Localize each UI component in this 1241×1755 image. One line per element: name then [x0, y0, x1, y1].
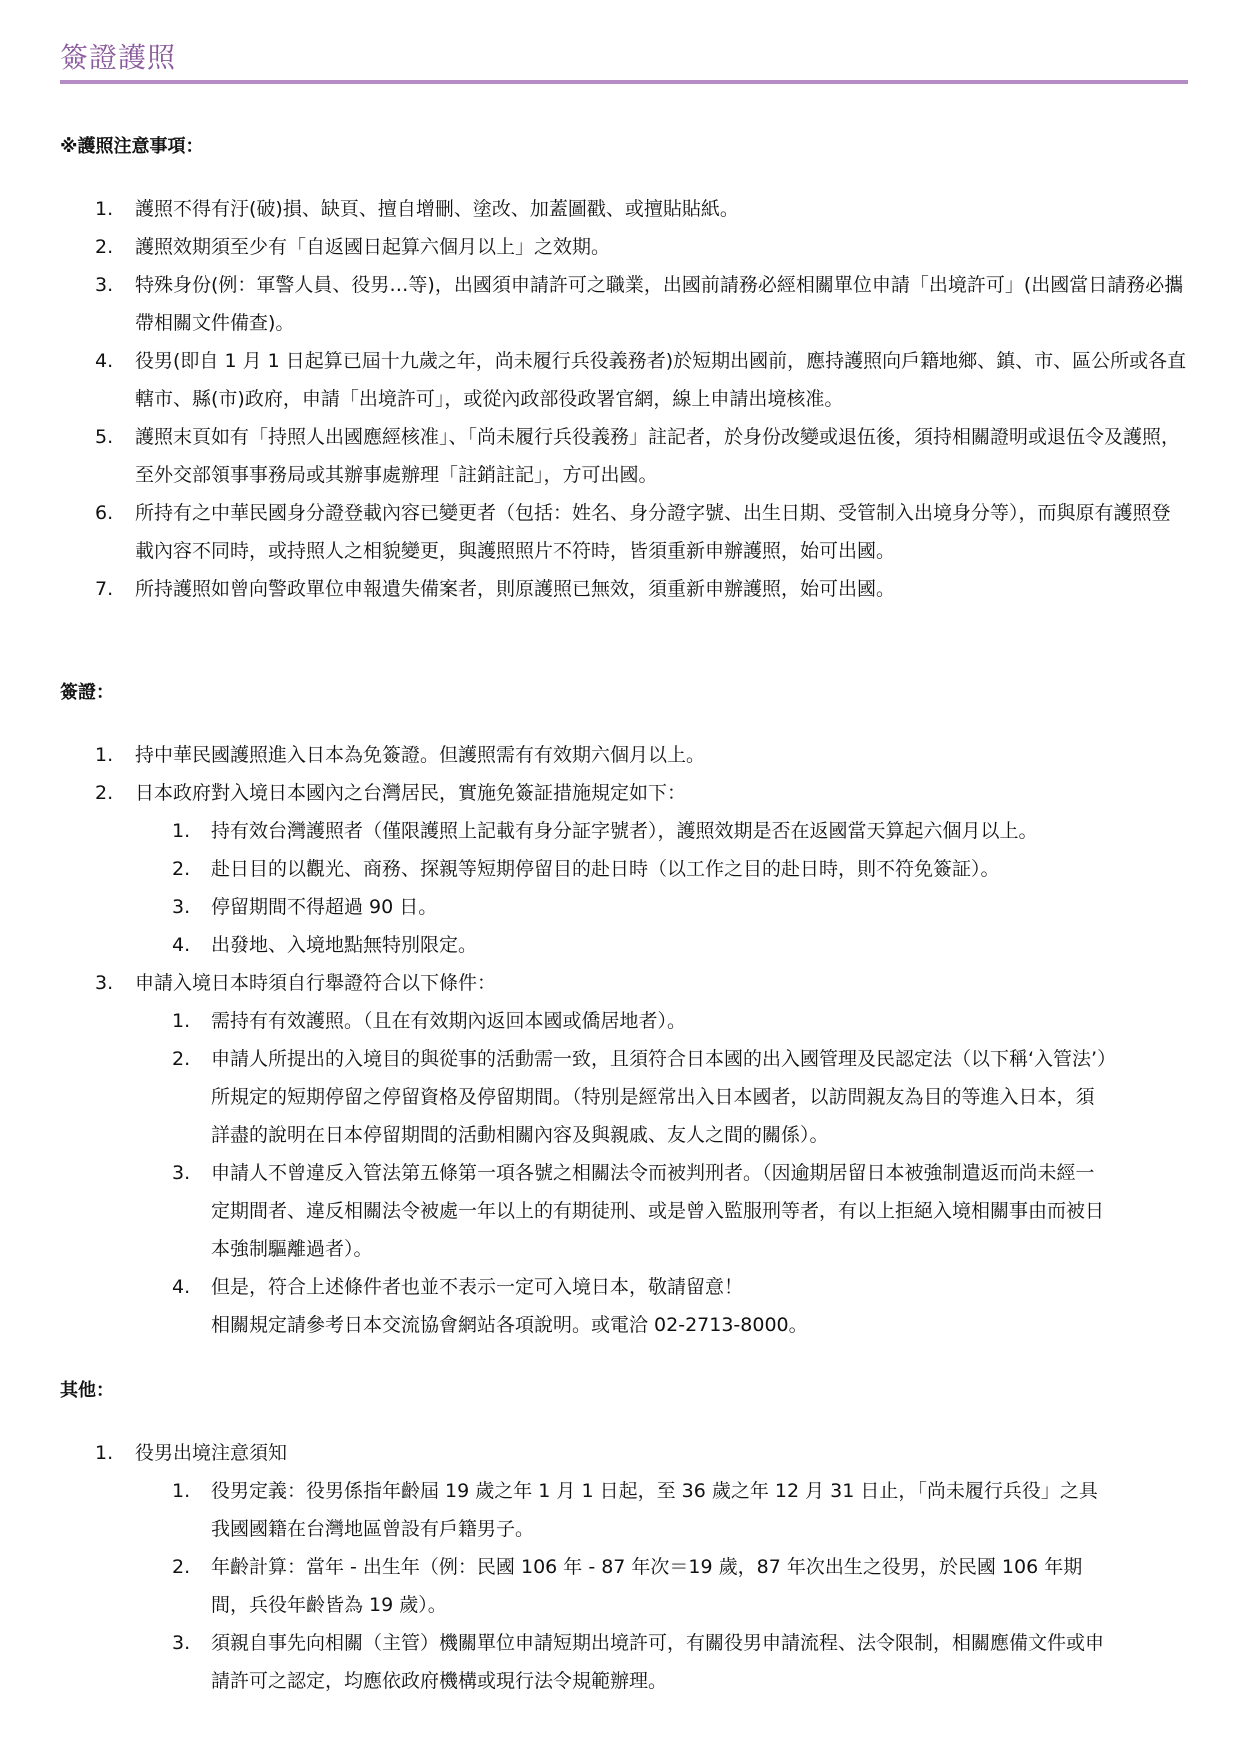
- list-item: 3. 申請人不曾違反入管法第五條第一項各號之相關法令而被判刑者。（因逾期居留日本被強制遣返而尚未經一定期間者、違反相關法令被處一年以上的有期徒刑、或是曾入監服刑等者，有以上拒絕入境相關事由而被日本強制驅離過者）。: [172, 1162, 1105, 1260]
- list-item: 3. 停留期間不得超過 90 日。: [172, 896, 438, 918]
- list-item: 2. 赴日目的以觀光、商務、探親等短期停留目的赴日時（以工作之目的赴日時，則不符免簽証）。: [172, 858, 1000, 880]
- list-item: 2. 護照效期須至少有「自返國日起算六個月以上」之效期。: [95, 236, 611, 258]
- list-item: 1. 役男定義：役男係指年齡屆 19 歲之年 1 月 1 日起，至 36 歲之年 12 月 31 日止，「尚未履行兵役」之具我國國籍在台灣地區曾設有戶籍男子。: [172, 1480, 1098, 1540]
- list-item: 3. 須親自事先向相關（主管）機關單位申請短期出境許可，有關役男申請流程、法令限制，相關應備文件或申請許可之認定，均應依政府機構或現行法令規範辦理。: [172, 1632, 1105, 1692]
- list-item: 6. 所持有之中華民國身分證登載內容已變更者（包括：姓名、身分證字號、出生日期、受管制入出境身分等），而與原有護照登載內容不同時，或持照人之相貌變更，與護照照片不符時，皆須重新申辦護照，始可出國。: [95, 502, 1171, 562]
- visa-list-3: [60, 964, 1188, 1002]
- list-item: 2. 年齡計算：當年 - 出生年（例：民國 106 年 - 87 年次＝19 歲，87 年次出生之役男，於民國 106 年期間，兵役年齡皆為 19 歲）。: [172, 1556, 1083, 1616]
- passport-heading: ※護照注意事項：: [60, 136, 204, 157]
- visa-sublist-2: [60, 812, 1110, 964]
- visa-list: [60, 736, 1188, 812]
- other-sublist: [60, 1472, 1110, 1700]
- passport-list: [60, 190, 1188, 608]
- list-item: 3. 特殊身份(例：軍警人員、役男…等)，出國須申請許可之職業，出國前請務必經相關單位申請「出境許可」(出國當日請務必攜帶相關文件備查)。: [95, 274, 1184, 334]
- other-heading: 其他：: [60, 1380, 114, 1401]
- visa-heading: 簽證：: [60, 682, 114, 703]
- list-item: 2. 申請人所提出的入境目的與從事的活動需一致，且須符合日本國的出入國管理及民認定法（以下稱‘入管法’）所規定的短期停留之停留資格及停留期間。（特別是經常出入日本國者，以訪問親友為目的等進入日本，須詳盡的說明在日本停留期間的活動相關內容及與親戚、友人之間的關係）。: [172, 1048, 1107, 1146]
- list-item: 1. 持中華民國護照進入日本為免簽證。但護照需有有效期六個月以上。: [95, 744, 706, 766]
- list-item: 1. 需持有有效護照。（且在有效期內返回本國或僑居地者）。: [172, 1010, 687, 1032]
- list-item: 5. 護照末頁如有「持照人出國應經核准」、「尚未履行兵役義務」註記者，於身份改變或退伍後，須持相關證明或退伍令及護照，至外交部領事事務局或其辦事處辦理「註銷註記」，方可出國。: [95, 426, 1181, 486]
- list-item: 1. 役男出境注意須知: [95, 1442, 288, 1464]
- visa-sublist-3: [60, 1002, 1110, 1344]
- title-divider: [60, 80, 1188, 84]
- list-item: 1. 護照不得有汙(破)損、缺頁、擅自增刪、塗改、加蓋圖戳、或擅貼貼紙。: [95, 198, 739, 220]
- page-title: 簽證護照: [60, 41, 177, 74]
- list-item: 3. 申請入境日本時須自行舉證符合以下條件：: [95, 972, 497, 994]
- other-list: [60, 1434, 1188, 1472]
- list-item: 4. 但是，符合上述條件者也並不表示一定可入境日本，敬請留意！ 相關規定請參考日本交流協會網站各項說明。或電洽 02-2713-8000。: [60, 1268, 1110, 1344]
- list-item: 4. 役男(即自 1 月 1 日起算已屆十九歲之年，尚未履行兵役義務者)於短期出國前，應持護照向戶籍地鄉、鎮、市、區公所或各直轄市、縣(市)政府，申請「出境許可」，或從內政部役政署官網，線上申請出境核准。: [95, 350, 1187, 410]
- contact-note: 相關規定請參考日本交流協會網站各項說明。或電洽 02-2713-8000。: [211, 1314, 808, 1336]
- list-item: 7. 所持護照如曾向警政單位申報遺失備案者，則原護照已無效，須重新申辦護照，始可出國。: [95, 578, 896, 600]
- list-item: 2. 日本政府對入境日本國內之台灣居民，實施免簽証措施規定如下：: [95, 782, 687, 804]
- list-item: 1. 持有效台灣護照者（僅限護照上記載有身分証字號者），護照效期是否在返國當天算起六個月以上。: [172, 820, 1038, 842]
- list-item: 4. 出發地、入境地點無特別限定。: [172, 934, 478, 956]
